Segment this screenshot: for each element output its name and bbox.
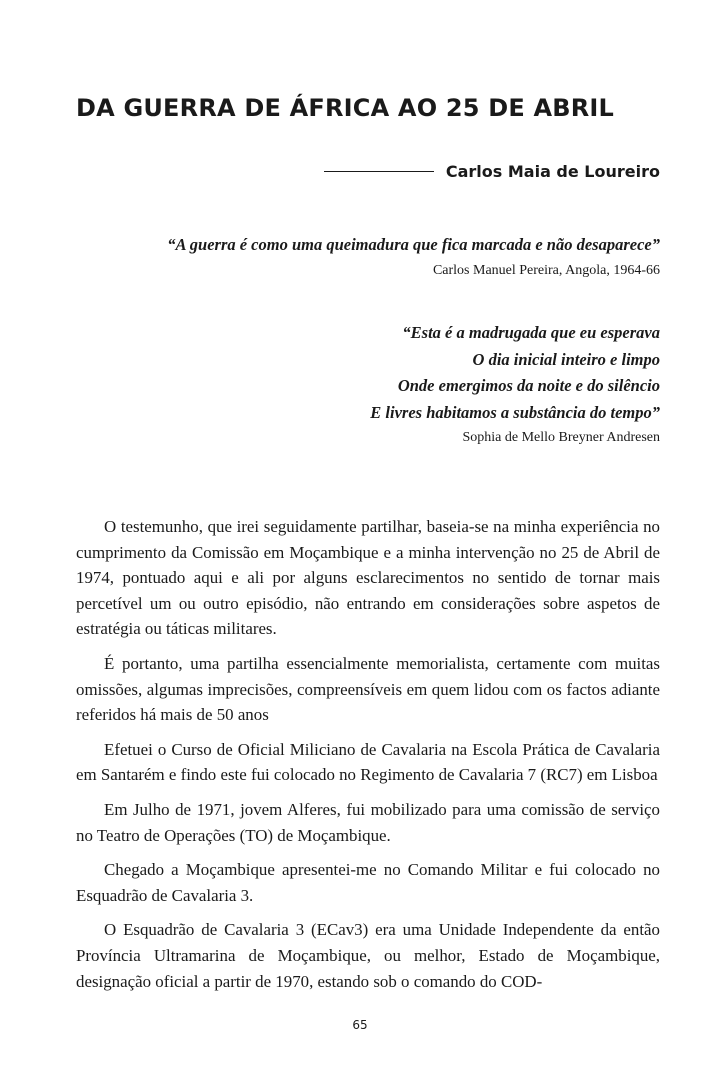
paragraph: Em Julho de 1971, jovem Alferes, fui mobilizado para uma comissão de serviço no Teatro de Operações (TO) de Moçambique. xyxy=(76,799,660,845)
author-rule xyxy=(324,171,434,172)
paragraph: Efetuei o Curso de Oficial Miliciano de Cavalaria na Escola Prática de Cavalaria em Santarém e findo este fui colocado no Regimento de Cavalaria 7 (RC7) em Lisboa xyxy=(76,739,660,785)
epigraph-line: “Esta é a madrugada que eu esperava xyxy=(402,323,660,342)
author-name: Carlos Maia de Loureiro xyxy=(445,162,660,181)
epigraph-line: O dia inicial inteiro e limpo xyxy=(472,349,660,369)
epigraph-line: E livres habitamos a substância do tempo” xyxy=(370,402,660,422)
epigraph-line: Onde emergimos da noite e do silêncio xyxy=(397,376,660,395)
paragraph: O testemunho, que irei seguidamente partilhar, baseia-se na minha experiência no cumprimento da Comissão em Moçambique e a minha intervenção no 25 de Abril de 1974, pontuado aqui e ali por alguns esclarecimentos no sentido de tornar mais percetível um ou outro episódio, não entrando em considerações sobre aspetos de estratégia ou táticas militares. xyxy=(76,517,660,639)
paragraph: Chegado a Moçambique apresentei-me no Comando Militar e fui colocado no Esquadrão de Cavalaria 3. xyxy=(76,860,660,905)
body-text xyxy=(76,514,660,1003)
page-number: 65 xyxy=(352,1018,368,1032)
epigraph-1 xyxy=(167,232,660,282)
epigraph-attribution: Sophia de Mello Breyner Andresen xyxy=(462,430,660,445)
paragraph: É portanto, uma partilha essencialmente memorialista, certamente com muitas omissões, algumas imprecisões, compreensíveis em quem lidou com os factos adiante referidos há mais de 50 anos xyxy=(76,653,660,725)
epigraph-line: “A guerra é como uma queimadura que fica marcada e não desaparece” xyxy=(167,235,660,254)
chapter-title: DA GUERRA DE ÁFRICA AO 25 DE ABRIL xyxy=(76,94,615,122)
epigraph-attribution: Carlos Manuel Pereira, Angola, 1964-66 xyxy=(432,262,660,278)
epigraph-2 xyxy=(370,320,660,449)
paragraph: O Esquadrão de Cavalaria 3 (ECav3) era uma Unidade Independente da então Província Ultramarina de Moçambique, ou melhor, Estado de Moçambique, designação oficial a partir de 1970, estando sob o comando do COD- xyxy=(76,920,660,991)
author-byline xyxy=(324,162,660,181)
